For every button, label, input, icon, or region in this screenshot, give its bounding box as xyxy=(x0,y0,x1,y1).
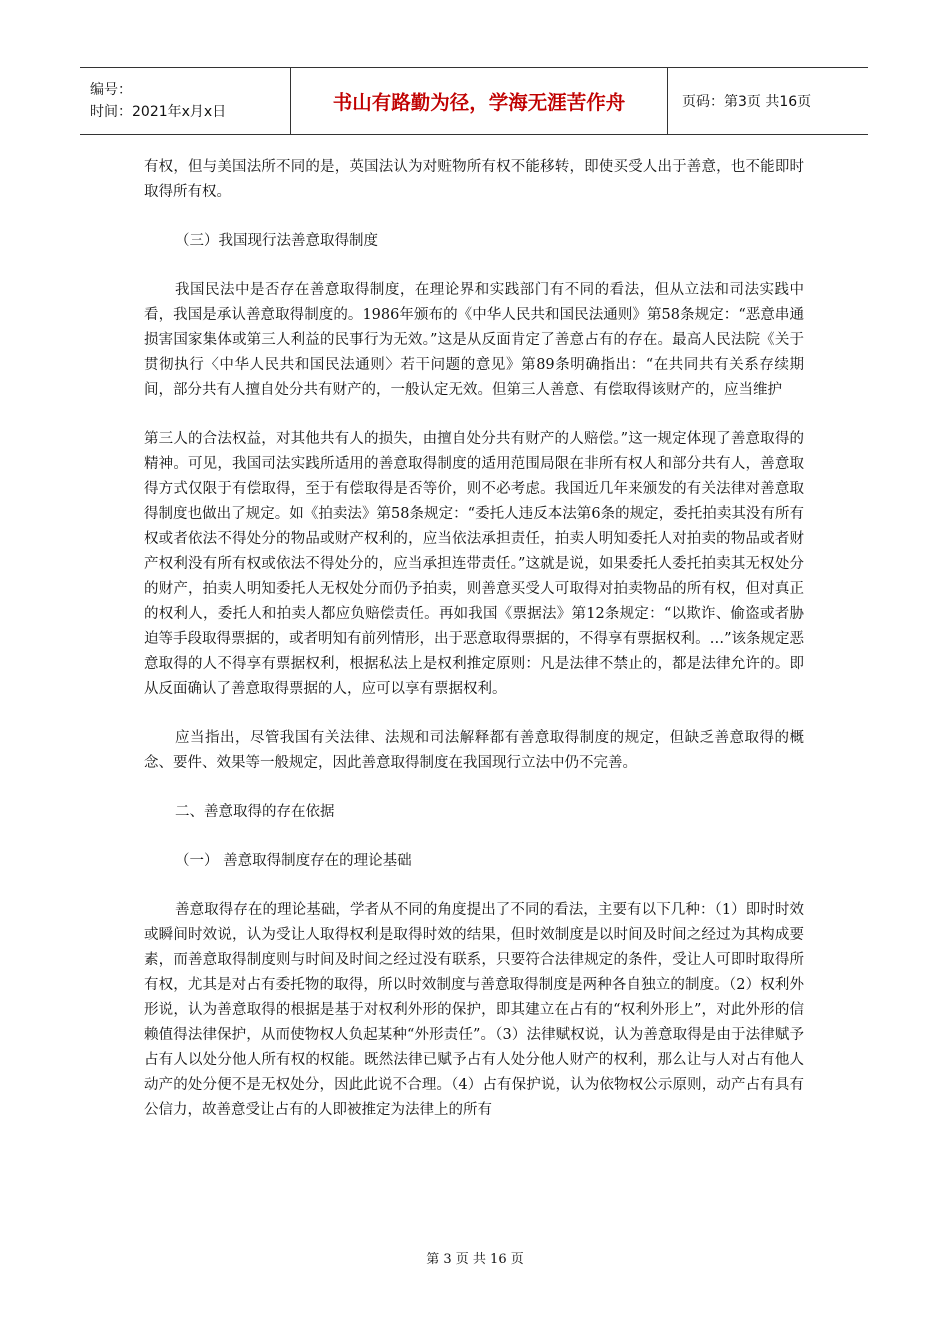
section-heading: 二、善意取得的存在依据 xyxy=(175,804,335,820)
page-footer: 第 3 页 共 16 页 xyxy=(426,1252,524,1267)
document-body xyxy=(144,155,804,1123)
header-meta xyxy=(80,68,291,135)
paragraph: 应当指出，尽管我国有关法律、法规和司法解释都有善意取得制度的规定，但缺乏善意取得的概念、要件、效果等一般规定，因此善意取得制度在我国现行立法中仍不完善。 xyxy=(144,730,804,771)
subsection-heading: （一） 善意取得制度存在的理论基础 xyxy=(175,853,412,869)
paragraph-continuation: 有权，但与美国法所不同的是，英国法认为对赃物所有权不能移转，即使买受人出于善意，也不能即时取得所有权。 xyxy=(144,159,804,200)
paragraph: 第三人的合法权益，对其他共有人的损失，由擅自处分共有财产的人赔偿。”这一规定体现了善意取得的精神。可见，我国司法实践所适用的善意取得制度的适用范围局限在非所有权人和部分共有人，善意取得方式仅限于有偿取得，至于有偿取得是否等价，则不必考虑。我国近几年来颁发的有关法律对善意取得制度也做出了规定。如《拍卖法》第58条规定：“委托人违反本法第6条的规定，委托拍卖其没有所有权或者依法不得处分的物品或财产权利的，应当依法承担责任，拍卖人明知委托人对拍卖的物品或者财产权利没有所有权或依法不得处分的，应当承担连带责任。”这就是说，如果委托人委托拍卖其无权处分的财产，拍卖人明知委托人无权处分而仍予拍卖，则善意买受人可取得对拍卖物品的所有权，但对真正的权利人，委托人和拍卖人都应负赔偿责任。再如我国《票据法》第12条规定：“以欺诈、偷盗或者胁迫等手段取得票据的，或者明知有前列情形，出于恶意取得票据的，不得享有票据权利。…”该条规定恶意取得的人不得享有票据权利，根据私法上是权利推定原则：凡是法律不禁止的，都是法律允许的。即从反面确认了善意取得票据的人，应可以享有票据权利。 xyxy=(144,431,804,697)
paragraph: 善意取得存在的理论基础，学者从不同的角度提出了不同的看法，主要有以下几种：（1）即时时效或瞬间时效说，认为受让人取得权利是取得时效的结果，但时效制度是以时间及时间之经过为其构成要素，而善意取得制度则与时间及时间之经过没有联系，只要符合法律规定的条件，受让人可即时取得所有权，尤其是对占有委托物的取得，所以时效制度与善意取得制度是两种各自独立的制度。（2）权利外形说，认为善意取得的根据是基于对权利外形的保护，即其建立在占有的“权利外形上”，对此外形的信赖值得法律保护，从而使物权人负起某种“外形责任”。（3）法律赋权说，认为善意取得是由于法律赋予占有人以处分他人所有权的权能。既然法律已赋予占有人处分他人财产的权利，那么让与人对占有他人动产的处分便不是无权处分，因此此说不合理。（4）占有保护说，认为依物权公示原则，动产占有具有公信力，故善意受让占有的人即被推定为法律上的所有 xyxy=(144,902,804,1118)
paragraph: 我国民法中是否存在善意取得制度，在理论界和实践部门有不同的看法，但从立法和司法实践中看，我国是承认善意取得制度的。1986年颁布的《中华人民共和国民法通则》第58条规定：“恶意串通损害国家集体或第三人利益的民事行为无效。”这是从反面肯定了善意占有的存在。最高人民法院《关于贯彻执行〈中华人民共和国民法通则〉若干问题的意见》第89条明确指出：“在共同共有关系存续期间，部分共有人擅自处分共有财产的，一般认定无效。但第三人善意、有偿取得该财产的，应当维护 xyxy=(144,282,804,398)
page-header xyxy=(80,67,868,135)
document-number-label: 编号： xyxy=(90,82,132,98)
header-motto: 书山有路勤为径，学海无涯苦作舟 xyxy=(291,68,668,135)
header-page-info: 页码：第3页 共16页 xyxy=(668,68,869,135)
section-heading: （三）我国现行法善意取得制度 xyxy=(175,233,378,249)
document-time-label: 时间：2021年x月x日 xyxy=(90,104,227,120)
